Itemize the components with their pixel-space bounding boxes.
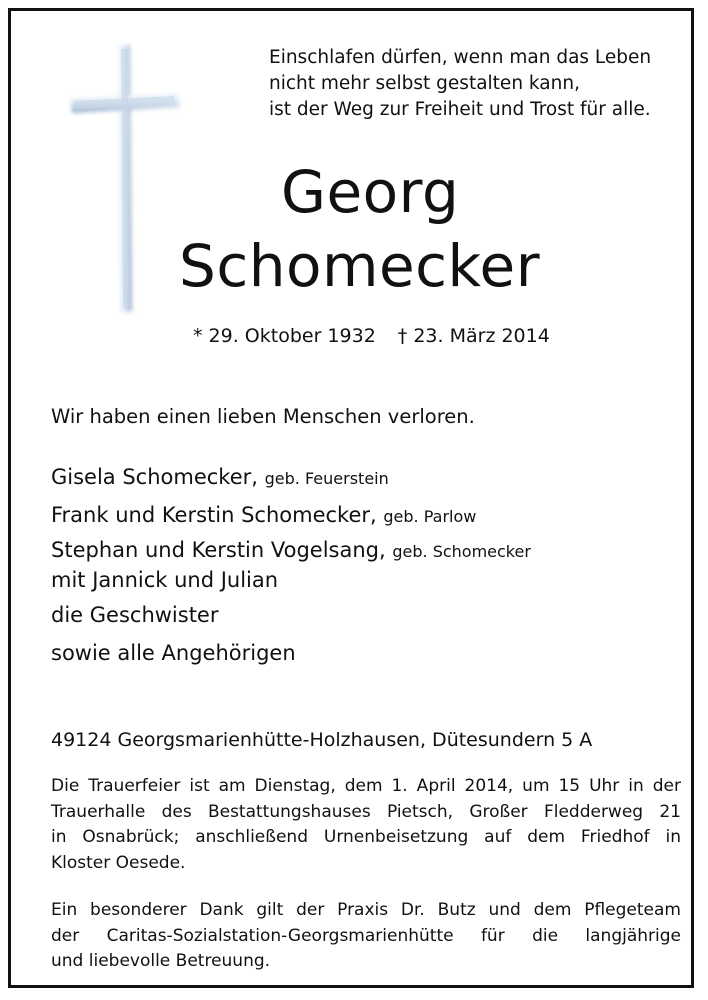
funeral-details [51, 774, 681, 876]
text-line: der Caritas-Sozialstation-Georgsmarienhütte für die langjährige [51, 925, 681, 946]
christian-cross-icon [66, 41, 186, 321]
mourner-line [51, 567, 691, 593]
deceased-last-name: Schomecker [179, 232, 541, 300]
obituary-notice [8, 8, 694, 988]
text-line: Kloster Oesede. [51, 852, 186, 873]
mourner-line [51, 497, 691, 535]
birth-date: * 29. Oktober 1932 [193, 325, 376, 347]
mourner-name: mit Jannick und Julian [51, 568, 279, 592]
deceased-first-name: Georg [281, 158, 460, 226]
mourner-line [51, 535, 691, 567]
death-date: † 23. März 2014 [397, 325, 550, 347]
mourner-birth-name: geb. Schomecker [392, 542, 531, 561]
mourner-line [51, 459, 691, 497]
quote-line: ist der Weg zur Freiheit und Trost für alle. [269, 99, 651, 120]
mourner-name: sowie alle Angehörigen [51, 641, 296, 665]
mourner-birth-name: geb. Parlow [383, 507, 477, 526]
text-line: Trauerhalle des Bestattungshauses Pietsch, Großer Fledderweg 21 [51, 801, 681, 822]
family-address: 49124 Georgsmarienhütte-Holzhausen, Dütesundern 5 A [51, 729, 593, 751]
text-line: Die Trauerfeier ist am Dienstag, dem 1. April 2014, um 15 Uhr in der [51, 776, 681, 796]
life-dates [193, 325, 550, 347]
memorial-quote [269, 45, 651, 123]
quote-line: nicht mehr selbst gestalten kann, [269, 73, 580, 94]
mourner-name: Gisela Schomecker, [51, 465, 258, 489]
text-line: und liebevolle Betreuung. [51, 951, 271, 971]
text-line: Ein besonderer Dank gilt der Praxis Dr. Butz und dem Pflegeteam [51, 900, 681, 920]
mourner-name: Frank und Kerstin Schomecker, [51, 503, 377, 527]
mourners-list [51, 459, 691, 669]
thanks-note [51, 898, 681, 975]
quote-line: Einschlafen dürfen, wenn man das Leben [269, 47, 652, 68]
intro-text: Wir haben einen lieben Menschen verloren. [51, 405, 475, 428]
mourner-name: die Geschwister [51, 603, 219, 627]
mourner-birth-name: geb. Feuerstein [264, 469, 389, 488]
mourner-line [51, 593, 691, 637]
mourner-name: Stephan und Kerstin Vogelsang, [51, 538, 386, 562]
text-line: in Osnabrück; anschließend Urnenbeisetzung auf dem Friedhof in [51, 827, 681, 847]
mourner-line [51, 637, 691, 669]
